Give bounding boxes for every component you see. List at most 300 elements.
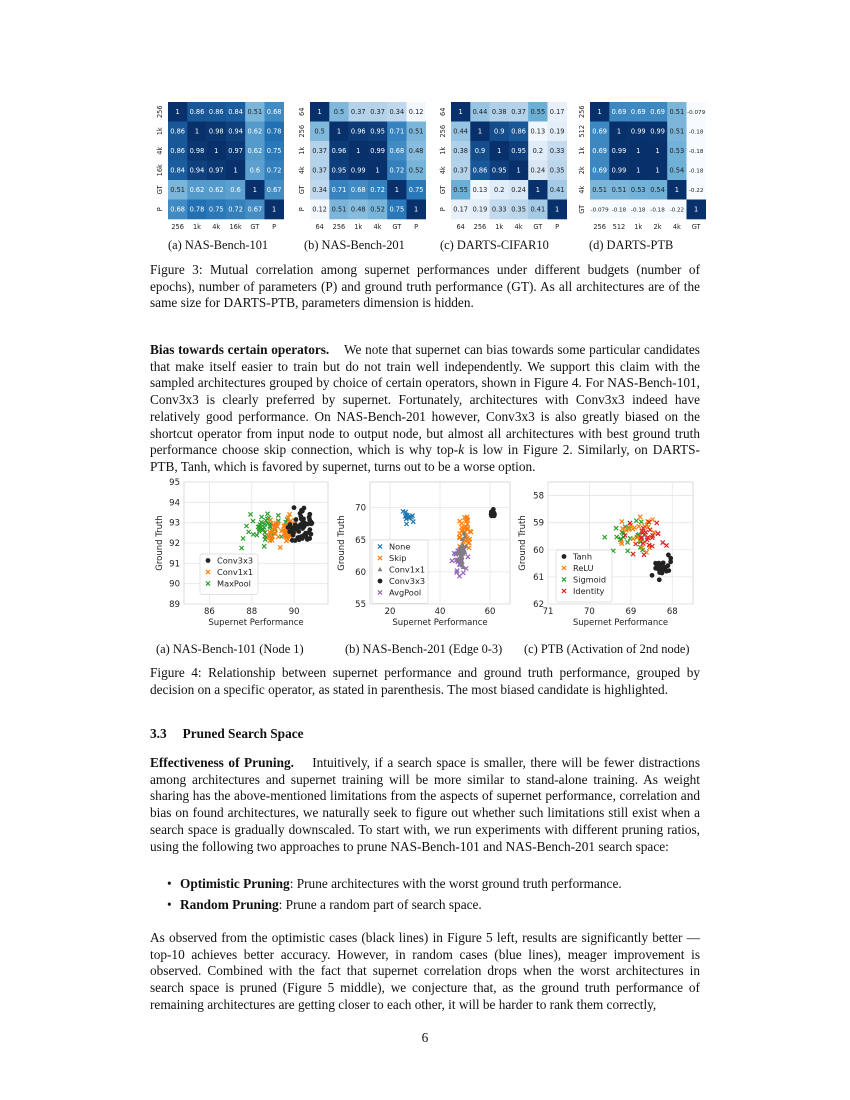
heatmap-value: 0.13 (530, 127, 546, 136)
after-paragraph: As observed from the optimistic cases (black lines) in Figure 5 left, results are significantly better — top-10 achieves better accuracy. However, in random cases (blue lines), meager improvement is observed. Combined with the fact that supernet correlation drops when the worst architectures in search space is pruned (Figure 5 middle), we conjecture that, as the ground truth performance of remaining architectures are getting closer to each other, it will be harder to rank them correctly, (150, 930, 700, 1012)
heatmap-y-label: P (298, 207, 306, 212)
heatmap-value: 0.72 (228, 205, 243, 214)
legend-label: Conv1x1 (217, 567, 254, 577)
legend-label: Identity (573, 586, 605, 596)
heatmap-value: 0.99 (630, 127, 646, 136)
heatmap-x-label: 4k (373, 223, 382, 231)
bullet-text: : Prune a random part of search space. (278, 896, 482, 912)
heatmap-value: 0.54 (650, 186, 665, 195)
heatmap-value: 0.9 (494, 127, 505, 136)
heatmap-value: 0.95 (511, 147, 526, 156)
x-tick-label: 86 (203, 607, 215, 617)
scatter-point (657, 577, 662, 582)
heatmap-value: 1 (535, 186, 540, 195)
heatmap-value: 0.19 (549, 127, 565, 136)
heatmap-value: 1 (394, 186, 399, 195)
heatmap-value: 0.13 (472, 186, 488, 195)
list-item (150, 876, 700, 893)
heatmap-x-label: GT (691, 223, 701, 231)
heatmap-y-label: 1k (439, 146, 447, 155)
y-tick-label: 93 (169, 518, 180, 529)
heatmap-value: 0.95 (491, 166, 507, 175)
scatter-point (666, 568, 671, 573)
heatmap-value: 0.86 (208, 108, 224, 117)
y-tick-label: 61 (533, 572, 544, 583)
heatmap-value: 0.68 (389, 147, 405, 156)
pruning-heading: Effectiveness of Pruning. (150, 755, 294, 770)
heatmap-value: -0.18 (611, 207, 627, 214)
y-tick-label: 94 (169, 498, 180, 509)
heatmap-value: 0.62 (189, 186, 205, 195)
heatmap-y-label: GT (156, 185, 164, 195)
heatmap-value: 1 (655, 147, 660, 156)
heatmap-value: 0.86 (170, 127, 185, 136)
scatter-point (666, 553, 671, 558)
heatmap-value: -0.18 (631, 207, 646, 214)
x-tick-label: 20 (384, 607, 396, 617)
heatmap-value: 0.24 (530, 166, 546, 175)
list-item (150, 897, 700, 914)
y-tick-label: 60 (355, 567, 366, 578)
page-number: 6 (421, 1030, 429, 1045)
x-axis-label: Supernet Performance (392, 618, 488, 628)
heatmap-value: 0.9 (474, 147, 486, 156)
heatmap-value: 0.5 (314, 127, 325, 136)
heatmap-y-label: 1k (156, 127, 164, 136)
heatmap-y-label: GT (578, 204, 586, 214)
heatmap-y-label: 4k (578, 185, 586, 194)
heatmap-value: 0.96 (350, 127, 366, 136)
scatter-point (302, 506, 307, 511)
legend-label: MaxPool (217, 578, 251, 589)
heatmap-value: 1 (375, 166, 380, 175)
scatter-point (206, 558, 211, 563)
heatmap-value: 0.48 (350, 205, 366, 214)
heatmap-x-label: P (555, 223, 560, 231)
heatmap-value: 0.69 (650, 108, 665, 117)
heatmap-value: 0.99 (350, 166, 366, 175)
heatmap-value: 0.62 (247, 147, 263, 156)
heatmap-value: 0.35 (511, 205, 526, 214)
bias-k: k (458, 442, 465, 458)
heatmap-value: -0.22 (688, 188, 704, 195)
scatter-point (650, 573, 655, 578)
heatmap-value: 0.6 (249, 166, 261, 175)
x-tick-label: 90 (288, 607, 300, 617)
heatmap-value: 0.98 (189, 147, 205, 156)
heatmap-x-label: 4k (672, 223, 681, 231)
caption-fig3d: (d) DARTS-PTB (589, 238, 674, 252)
legend-label: Sigmoid (573, 574, 607, 585)
scatter-ptb (515, 476, 700, 632)
heatmap-value: 1 (214, 147, 219, 156)
heatmap-value: 0.37 (511, 108, 526, 117)
x-tick-label: 60 (484, 607, 496, 617)
heatmap-y-label: 1k (298, 146, 306, 155)
y-tick-label: 95 (169, 478, 180, 488)
heatmap-value: -0.18 (650, 207, 665, 214)
heatmap-value: 1 (516, 166, 521, 175)
heatmap-value: 1 (636, 147, 641, 156)
scatter-point (654, 565, 659, 570)
scatter-point (378, 579, 383, 584)
heatmap-value: 0.86 (189, 108, 205, 117)
heatmap-value: 0.51 (611, 186, 627, 195)
legend-label: Conv3x3 (217, 555, 254, 566)
heatmap-value: 0.84 (170, 166, 185, 175)
heatmap-value: 0.51 (247, 108, 263, 117)
bullet-text: : Prune architectures with the worst ground truth performance. (289, 876, 622, 891)
heatmap-value: 0.38 (491, 108, 507, 117)
heatmap-value: 0.78 (189, 205, 205, 214)
heatmap-value: 0.19 (472, 205, 488, 214)
heatmap-value: 0.69 (611, 108, 627, 117)
heatmap-value: 0.37 (312, 147, 327, 156)
heatmap-value: 1 (194, 127, 200, 136)
heatmap-value: 1 (597, 108, 602, 117)
bias-paragraph (150, 342, 700, 476)
heatmap-x-label: 512 (612, 223, 626, 231)
heatmap-value: -0.079 (687, 110, 706, 117)
heatmap-value: 0.37 (453, 166, 468, 175)
y-axis-label: Ground Truth (518, 515, 528, 571)
y-tick-label: 89 (169, 600, 180, 610)
y-tick-label: 62 (533, 600, 544, 610)
heatmap-value: 1 (233, 166, 238, 175)
heatmap-value: 0.38 (453, 147, 468, 156)
heatmap-value: 1 (674, 186, 679, 195)
heatmap-x-label: 2k (653, 223, 662, 231)
heatmap-value: 1 (356, 147, 361, 156)
x-tick-label: 70 (584, 607, 595, 617)
heatmap-y-label: 64 (298, 107, 306, 116)
scatter-point (661, 560, 666, 565)
y-tick-label: 60 (533, 545, 544, 556)
heatmap-value: 0.69 (592, 127, 607, 136)
heatmap-y-label: 256 (298, 124, 306, 138)
scatter-point (308, 532, 313, 537)
heatmap-x-label: 256 (171, 223, 184, 231)
heatmap-value: 0.95 (370, 127, 385, 136)
heatmap-value: 0.68 (170, 205, 185, 214)
scatter-point (290, 526, 295, 531)
heatmap-value: 0.71 (331, 186, 347, 195)
x-tick-label: 40 (434, 607, 446, 617)
heatmap-value: 1 (336, 127, 342, 136)
heatmap-y-label: 2k (578, 166, 586, 175)
heatmap-value: 1 (636, 166, 641, 175)
scatter-point (562, 554, 567, 559)
heatmap-value: 1 (175, 108, 180, 117)
heatmap-value: 0.62 (247, 127, 263, 136)
heatmap-value: 0.98 (208, 127, 224, 136)
heatmap-value: 1 (655, 166, 660, 175)
heatmap-x-label: 4k (514, 223, 523, 231)
heatmap-y-label: 4k (298, 166, 306, 175)
figure-3 (140, 98, 710, 258)
heatmap-darts-cifar10 (427, 98, 567, 234)
heatmap-value: 0.55 (530, 108, 546, 117)
bullet-term: Optimistic Pruning (180, 876, 290, 891)
pruning-bullets (150, 876, 700, 913)
heatmap-y-label: P (439, 207, 447, 212)
heatmap-value: 0.12 (312, 205, 327, 214)
heatmap-value: 0.95 (331, 166, 347, 175)
caption-fig4c: (c) PTB (Activation of 2nd node) (524, 642, 690, 656)
heatmap-value: 0.69 (630, 108, 646, 117)
heatmap-y-label: 1k (578, 146, 586, 155)
heatmap-nas-bench-101 (144, 98, 284, 234)
y-tick-label: 91 (169, 559, 180, 570)
heatmap-y-label: 256 (578, 105, 586, 119)
heatmap-x-label: 4k (212, 223, 221, 231)
heatmap-value: 0.41 (530, 205, 546, 214)
bias-heading: Bias towards certain operators. (150, 342, 330, 357)
heatmap-value: 0.24 (511, 186, 526, 195)
heatmap-value: -0.18 (688, 168, 704, 175)
heatmap-x-label: GT (250, 223, 260, 231)
heatmap-x-label: 64 (315, 223, 324, 231)
figure-4 (150, 476, 710, 661)
heatmap-value: 0.94 (189, 166, 205, 175)
heatmap-value: 0.55 (453, 186, 468, 195)
heatmap-value: 0.51 (592, 186, 607, 195)
heatmap-value: 0.62 (208, 186, 224, 195)
heatmap-value: 0.84 (228, 108, 243, 117)
heatmap-darts-ptb (566, 98, 706, 234)
scatter-nas-bench-101 (150, 476, 335, 632)
heatmap-value: 0.52 (408, 166, 424, 175)
heatmap-value: 1 (414, 205, 419, 214)
heatmap-x-label: 1k (634, 223, 643, 231)
heatmap-value: 0.44 (472, 108, 488, 117)
x-tick-label: 71 (542, 607, 554, 617)
heatmap-value: 1 (555, 205, 560, 214)
heatmap-value: 0.6 (230, 186, 241, 195)
heatmap-value: 0.96 (331, 147, 347, 156)
heatmap-value: 0.37 (370, 108, 385, 117)
bias-body-2: is low in Figure 2. Similarly, on DARTS-PTB, Tanh, which is favored by supernet, turns out to be a worse option. (150, 442, 700, 474)
scatter-point (666, 563, 671, 568)
heatmap-value: 0.5 (333, 108, 345, 117)
caption-fig3c: (c) DARTS-CIFAR10 (440, 238, 549, 252)
heatmap-value: 0.12 (408, 108, 424, 117)
heatmap-value: -0.22 (669, 207, 685, 214)
scatter-point (307, 512, 312, 517)
heatmap-y-label: 16k (156, 164, 164, 177)
x-axis-label: Supernet Performance (208, 618, 304, 628)
heatmap-value: 0.17 (549, 108, 565, 117)
heatmap-value: 1 (252, 186, 257, 195)
legend-label: Tanh (573, 551, 593, 562)
heatmap-y-label: GT (439, 185, 447, 195)
heatmap-y-label: 256 (156, 105, 164, 119)
heatmap-value: 0.99 (611, 166, 627, 175)
caption-fig3a: (a) NAS-Bench-101 (168, 238, 269, 252)
heatmap-x-label: P (414, 223, 419, 231)
heatmap-value: 0.75 (266, 147, 282, 156)
x-tick-label: 68 (666, 607, 678, 617)
scatter-point (492, 512, 497, 517)
heatmap-value: 0.68 (350, 186, 366, 195)
legend-label: Skip (389, 553, 407, 563)
legend-label: ReLU (573, 563, 594, 573)
heatmap-value: 0.2 (532, 147, 544, 156)
heatmap-value: 0.41 (549, 186, 565, 195)
heatmap-value: 0.94 (228, 127, 243, 136)
heatmap-value: 0.99 (611, 147, 627, 156)
heatmap-value: 0.34 (389, 108, 405, 117)
scatter-point (309, 521, 314, 526)
scatter-point (293, 538, 298, 543)
legend-label: AvgPool (389, 587, 422, 598)
scatter-point (302, 521, 307, 526)
heatmap-x-label: 256 (593, 223, 606, 231)
bias-body-1: We note that supernet can bias towards some particular candidates that make itself easier to train but do not train well independently. We support this claim with the sampled architectures grouped by choice of certain operators, shown in Figure 4. For NAS-Bench-101, Conv3x3 is clearly preferred by supernet. Fortunately, architectures with Conv3x3 indeed have relatively good performance. On NAS-Bench-201 however, Conv3x3 is also greatly biased on the shortcut operator from input node to output node, but almost all architectures with best ground truth performance choose skip connection, which is why top- (150, 342, 700, 458)
heatmap-y-label: 512 (578, 124, 586, 138)
y-tick-label: 55 (355, 600, 366, 610)
heatmap-x-label: 1k (192, 223, 201, 231)
y-tick-label: 59 (533, 518, 544, 529)
heatmap-value: 0.71 (389, 127, 405, 136)
figure-3-caption: Figure 3: Mutual correlation among supernet performances under different budgets (number of epochs), number of parameters (P) and ground truth performance (GT). As all architectures are of the same size for DARTS-PTB, parameters dimension is hidden. (150, 262, 700, 311)
heatmap-x-label: GT (533, 223, 543, 231)
heatmap-y-label: GT (298, 185, 306, 195)
heatmap-value: 1 (458, 108, 463, 117)
heatmap-value: 1 (272, 205, 277, 214)
heatmap-x-label: 1k (354, 223, 363, 231)
heatmap-value: 1 (477, 127, 483, 136)
heatmap-value: 1 (497, 147, 502, 156)
heatmap-nas-bench-201 (286, 98, 426, 234)
heatmap-value: 0.51 (331, 205, 347, 214)
heatmap-value: 0.51 (170, 186, 185, 195)
heatmap-y-label: 256 (439, 124, 447, 138)
heatmap-value: 0.51 (669, 108, 685, 117)
heatmap-value: 0.34 (312, 186, 327, 195)
y-tick-label: 90 (169, 579, 180, 590)
scatter-point (302, 534, 307, 539)
heatmap-value: 0.72 (389, 166, 405, 175)
legend-label: None (389, 541, 411, 552)
heatmap-x-label: 1k (495, 223, 504, 231)
section-title: Pruned Search Space (182, 726, 304, 741)
heatmap-value: 0.33 (549, 147, 565, 156)
heatmap-value: 0.69 (592, 166, 607, 175)
scatter-point (297, 537, 302, 542)
heatmap-value: 1 (616, 127, 622, 136)
bullet-term: Random Pruning (180, 896, 279, 912)
heatmap-value: -0.18 (688, 149, 704, 156)
heatmap-value: 0.37 (350, 108, 366, 117)
heatmap-value: 0.72 (266, 166, 282, 175)
heatmap-value: -0.079 (590, 207, 609, 214)
heatmap-x-label: 256 (332, 223, 346, 231)
heatmap-value: 0.33 (491, 205, 507, 214)
heatmap-value: 0.51 (408, 127, 424, 136)
heatmap-value: 0.75 (408, 186, 424, 195)
scatter-point (294, 517, 299, 522)
heatmap-value: 0.78 (266, 127, 282, 136)
heatmap-value: 0.86 (170, 147, 185, 156)
heatmap-value: 0.67 (266, 186, 282, 195)
heatmap-x-label: 64 (456, 223, 465, 231)
heatmap-value: 0.75 (389, 205, 405, 214)
heatmap-value: 0.44 (453, 127, 468, 136)
heatmap-value: 0.54 (669, 166, 685, 175)
scatter-point (659, 570, 664, 575)
scatter-point (295, 524, 300, 529)
caption-fig4a: (a) NAS-Bench-101 (Node 1) (156, 642, 304, 656)
y-tick-label: 70 (355, 503, 366, 514)
heatmap-value: 0.69 (592, 147, 607, 156)
x-tick-label: 88 (246, 607, 258, 617)
heatmap-value: 1 (694, 205, 699, 214)
scatter-point (292, 505, 297, 510)
heatmap-value: 0.99 (650, 127, 665, 136)
heatmap-value: 1 (317, 108, 322, 117)
heatmap-value: 0.97 (228, 147, 243, 156)
heatmap-value: 0.86 (472, 166, 488, 175)
caption-fig3b: (b) NAS-Bench-201 (304, 238, 405, 252)
scatter-point (286, 525, 291, 530)
figure-4-caption: Figure 4: Relationship between supernet performance and ground truth performance, grouped by decision on a specific operator, as stated in parenthesis. The most biased candidate is highlighted. (150, 665, 700, 697)
heatmap-value: 0.48 (408, 147, 424, 156)
heatmap-value: 0.97 (208, 166, 224, 175)
y-tick-label: 65 (355, 535, 366, 546)
heatmap-value: 0.86 (511, 127, 526, 136)
heatmap-x-label: 256 (473, 223, 487, 231)
scatter-point (291, 533, 296, 538)
caption-fig4b: (b) NAS-Bench-201 (Edge 0-3) (345, 642, 503, 656)
heatmap-y-label: 4k (156, 146, 164, 155)
x-tick-label: 69 (625, 607, 637, 617)
section-heading (150, 726, 304, 742)
heatmap-value: -0.18 (688, 129, 704, 136)
heatmap-x-label: 16k (229, 223, 242, 231)
heatmap-value: 0.35 (549, 166, 565, 175)
section-number: 3.3 (150, 726, 167, 741)
heatmap-value: 0.53 (630, 186, 646, 195)
heatmap-value: 0.2 (494, 186, 505, 195)
heatmap-x-label: P (272, 223, 277, 231)
heatmap-value: 0.72 (370, 186, 385, 195)
y-axis-label: Ground Truth (155, 515, 165, 571)
heatmap-value: 0.68 (266, 108, 282, 117)
heatmap-y-label: 4k (439, 166, 447, 175)
heatmap-value: 0.17 (453, 205, 468, 214)
heatmap-value: 0.37 (312, 166, 327, 175)
scatter-nas-bench-201 (332, 476, 517, 632)
x-axis-label: Supernet Performance (572, 618, 669, 628)
heatmap-value: 0.53 (669, 147, 685, 156)
pruning-body: Intuitively, if a search space is smaller, there will be fewer distractions among architectures and supernet training will be more similar to stand-alone training. As weight sharing has the above-mentioned limitations from the aspects of supernet performance, correlation and bias on found architectures, we naturally seek to figure out whether such limitations still exist when a search space is gradually downscaled. To start with, we run experiments with different pruning ratios, using the following two approaches to prune NAS-Bench-101 and NAS-Bench-201 search space: (150, 755, 701, 854)
heatmap-value: 0.99 (370, 147, 385, 156)
legend-label: Conv1x1 (389, 564, 426, 575)
y-axis-label: Ground Truth (337, 515, 347, 571)
legend-label: Conv3x3 (389, 576, 426, 586)
heatmap-y-label: P (156, 207, 164, 212)
heatmap-value: 0.51 (669, 127, 685, 136)
heatmap-y-label: 64 (439, 107, 447, 116)
heatmap-x-label: GT (392, 223, 402, 231)
heatmap-value: 0.75 (208, 205, 224, 214)
y-tick-label: 92 (169, 539, 180, 549)
heatmap-value: 0.67 (247, 205, 263, 214)
y-tick-label: 58 (533, 491, 544, 502)
pruning-paragraph (150, 755, 700, 855)
heatmap-value: 0.52 (370, 205, 385, 214)
